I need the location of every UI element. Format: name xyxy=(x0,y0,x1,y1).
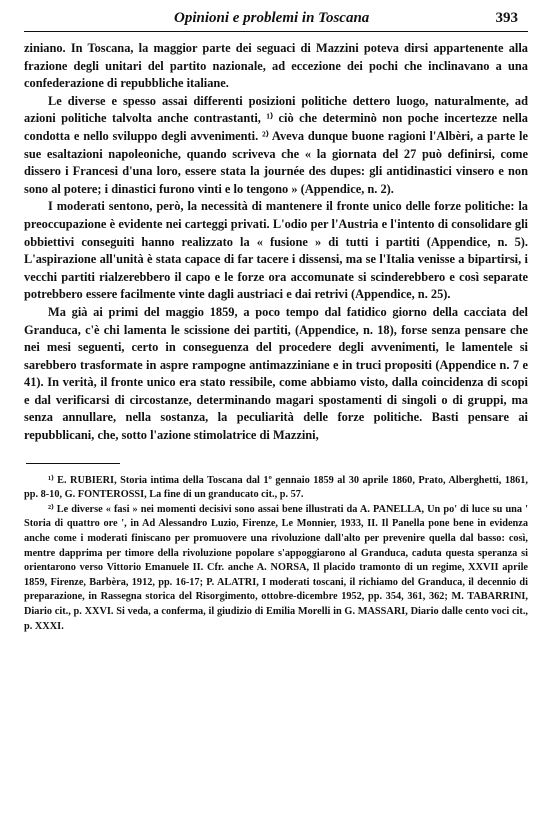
page-header xyxy=(24,10,528,32)
main-text xyxy=(24,40,528,445)
page-number: 393 xyxy=(495,10,518,26)
paragraph-1: ziniano. In Toscana, la maggior parte dei seguaci di Mazzini poteva dirsi appartenente alla frazione degli unitari del partito nazionale, ad eccezione dei pochi che inclinavano a una confederazione di repubbliche italiane. xyxy=(24,41,528,91)
footnote-separator xyxy=(26,463,120,464)
running-title: Opinioni e problemi in Toscana xyxy=(174,10,370,26)
footnote-1: ¹⁾ E. RUBIERI, Storia intima della Toscana dal 1º gennaio 1859 al 30 aprile 1860, Prato, Alberghetti, 1861, pp. 8-10, G. FONTEROSSI, La fine di un granducato cit., p. 57. xyxy=(24,474,528,501)
paragraph-3: I moderati sentono, però, la necessità di mantenere il fronte unico delle forze politiche: la preoccupazione è evidente nei carteggi privati. L'odio per l'Austria e l'intento di consolidare gli obbiettivi conseguiti hanno realizzato la « fusione » di tutti i partiti (Appendice, n. 5). L'aspirazione all'unità è stata capace di far tacere i dissensi, ma se l'Italia venisse a bipartirsi, i vecchi partiti rialzerebbero il capo e le forze ora accomunate si scinderebbero e così separate potrebbero essere facilmente vinte dagli austriaci e dai retrivi (Appendice, n. 25). xyxy=(24,199,528,302)
paragraph-2: Le diverse e spesso assai differenti posizioni politiche dettero luogo, naturalmente, ad azioni politiche talvolta anche contrastanti, ¹⁾ ciò che determinò non poche incertezze nella condotta e nello sviluppo degli avvenimenti. ²⁾ Aveva dunque buone ragioni l'Albèri, a parte le sue esaltazioni napoleoniche, quando scriveva che « la giornata del 27 può definirsi, come dissero i Francesi d'una loro, essere stata la journée des dupes: gli antidinastici vinsero e non sono al potere; i dinastici furono vinti e lo tengono » (Appendice, n. 2). xyxy=(24,93,528,196)
footnote-2: ²⁾ Le diverse « fasi » nei momenti decisivi sono assai bene illustrati da A. PANELLA, Un po' di luce su una ' Storia di quattro ore ', in Ad Alessandro Luzio, Firenze, Le Monnier, 1933, II. Il Panella pone bene in evidenza anche come i moderati finiscano per promuovere una rivoluzione dall'alto per prevenire quella dal basso: così, mentre dapprima per timore della rivoluzione popolare s'appoggiarono al Granduca, caduta questa speranza si orientarono verso Vittorio Emanuele II. Cfr. anche A. NORSA, Il placido tramonto di un regime, XXVII aprile 1859, Firenze, Barbèra, 1912, pp. 16-17; P. ALATRI, I moderati toscani, il richiamo del Granduca, il decennio di preparazione, in Rassegna storica del Risorgimento, ottobre-dicembre 1952, pp. 354, 361, 362; M. TABARRINI, Diario cit., p. XXVI. Si veda, a conferma, il giudizio di Emilia Morelli in G. MASSARI, Diario dalle cento voci cit., p. XXXI. xyxy=(24,503,528,632)
footnotes xyxy=(24,474,528,635)
paragraph-4: Ma già ai primi del maggio 1859, a poco tempo dal fatidico giorno della cacciata del Granduca, c'è chi lamenta le scissione dei partiti, (Appendice, n. 18), forse senza pensare che nei mesi seguenti, certo in conseguenza del procedere degli avvenimenti, le lamentele si sarebbero trasformate in aspre rampogne antimazziniane e in truci propositi (Appendice n. 7 e 41). In verità, il fronte unico era stato ressibile, come abbiamo visto, dalla coincidenza di scopi e dal verificarsi di circostanze, determinando magari spostamenti di singoli o di gruppi, ma senza annullare, nella sostanza, la peculiarità delle forze politiche. Basti pensare ai repubblicani, che, sotto l'azione stimolatrice di Mazzini, xyxy=(24,304,528,443)
